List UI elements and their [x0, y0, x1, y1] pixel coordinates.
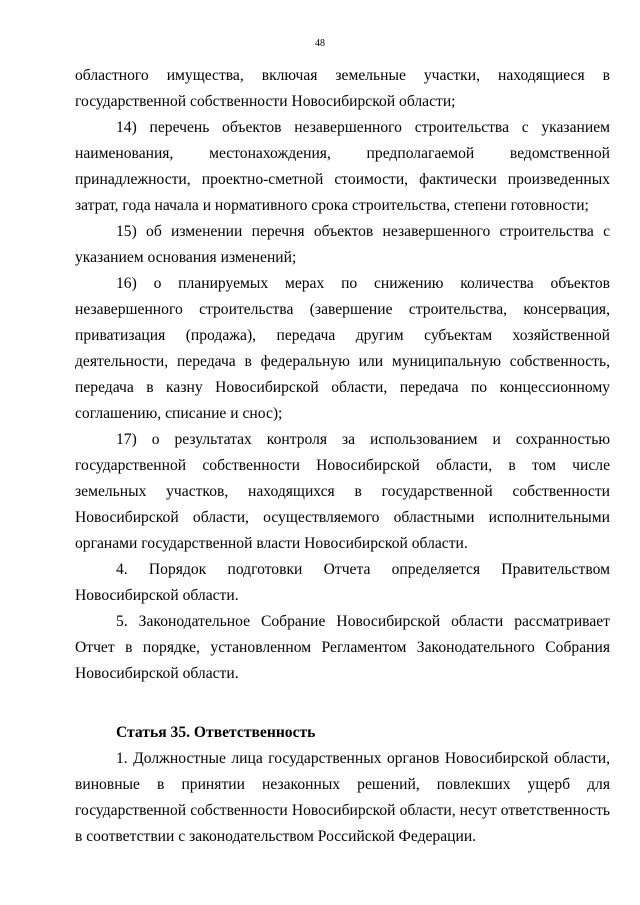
article-clause-1: 1. Должностные лица государственных органов Новосибирской области, виновные в принятии незаконных решений, повлекших ущерб для государственной собственности Новосибирской области, несут ответственность в соответствии с законодательством Российской Федерации. — [75, 750, 610, 845]
article-heading: Статья 35. Ответственность — [116, 724, 316, 741]
clause-4: 4. Порядок подготовки Отчета определяется Правительством Новосибирской области. — [75, 561, 610, 604]
list-item-16: 16) о планируемых мерах по снижению количества объектов незавершенного строительства (завершение строительства, консервация, приватизация (продажа), передача другим субъектам хозяйственной деятельности, передача в федеральную или муниципальную собственность, передача в казну Новосибирской области, передача по концессионному соглашению, списание и снос); — [75, 275, 610, 422]
document-body — [75, 63, 610, 850]
paragraph-continuation: областного имущества, включая земельные участки, находящиеся в государственной собственности Новосибирской области; — [75, 67, 610, 110]
list-item-14: 14) перечень объектов незавершенного строительства с указанием наименования, местонахождения, предполагаемой ведомственной принадлежности, проектно-сметной стоимости, фактически произведенных затрат, года начала и нормативного срока строительства, степени готовности; — [75, 119, 610, 214]
clause-5: 5. Законодательное Собрание Новосибирской области рассматривает Отчет в порядке, установленном Регламентом Законодательного Собрания Новосибирской области. — [75, 613, 610, 682]
list-item-15: 15) об изменении перечня объектов незавершенного строительства с указанием основания изменений; — [75, 223, 610, 266]
page-number: 48 — [315, 38, 325, 49]
list-item-17: 17) о результатах контроля за использованием и сохранностью государственной собственности Новосибирской области, в том числе земельных участков, находящихся в государственной собственности Новосибирской области, осуществляемого областными исполнительными органами государственной власти Новосибирской области. — [75, 431, 610, 552]
